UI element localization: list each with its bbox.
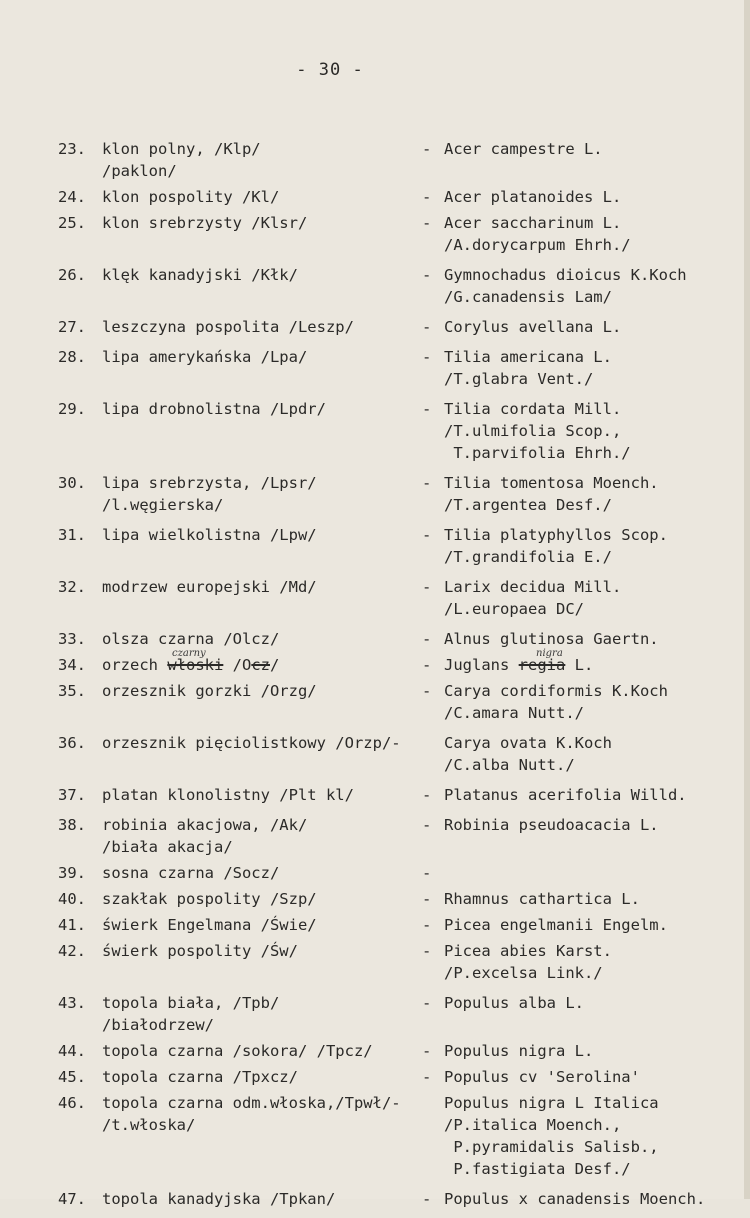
polish-name: lipa amerykańska /Lpa/ xyxy=(102,348,308,366)
latin-name: Platanus acerifolia Willd. xyxy=(444,786,687,804)
polish-name: topola czarna /sokora/ /Tpcz/ xyxy=(102,1042,373,1060)
list-item xyxy=(58,1092,738,1180)
separator-dash: - xyxy=(422,526,432,544)
list-item xyxy=(58,888,738,910)
polish-name: klon srebrzysty /Klsr/ xyxy=(102,214,308,232)
polish-name: topola kanadyjska /Tpkan/ xyxy=(102,1190,336,1208)
page-number: - 30 - xyxy=(296,60,364,80)
struck-abbrev: cz xyxy=(251,656,270,674)
polish-name: szakłak pospolity /Szp/ xyxy=(102,890,317,908)
list-item xyxy=(58,862,738,884)
list-item xyxy=(58,914,738,936)
list-item xyxy=(58,1040,738,1062)
separator-dash: - xyxy=(422,1190,432,1208)
list-item xyxy=(58,186,738,208)
latin-name: Gymnochadus dioicus K.Koch /G.canadensis Lam/ xyxy=(444,266,687,306)
latin-name: Alnus glutinosa Gaertn. xyxy=(444,630,659,648)
polish-name: klęk kanadyjski /Kłk/ xyxy=(102,266,298,284)
latin-name: Corylus avellana L. xyxy=(444,318,622,336)
separator-dash: - xyxy=(422,348,432,366)
list-item xyxy=(58,1188,738,1210)
list-item xyxy=(58,346,738,390)
latin-name: Populus x canadensis Moench. xyxy=(444,1190,706,1208)
separator-dash: - xyxy=(422,266,432,284)
polish-name: leszczyna pospolita /Leszp/ xyxy=(102,318,354,336)
list-item xyxy=(58,264,738,308)
entry-number: 44. xyxy=(58,1042,86,1060)
separator-dash: - xyxy=(422,786,432,804)
separator-dash: - xyxy=(422,656,432,674)
polish-name: sosna czarna /Socz/ xyxy=(102,864,280,882)
latin-name: Populus nigra L Italica /P.italica Moench., P.pyramidalis Salisb., P.fastigiata Desf./ xyxy=(444,1094,659,1178)
entry-number: 25. xyxy=(58,214,86,232)
separator-dash: - xyxy=(422,578,432,596)
entry-number: 24. xyxy=(58,188,86,206)
struck-word: włoski xyxy=(167,656,224,674)
latin-name: Populus cv 'Serolina' xyxy=(444,1068,640,1086)
latin-name: Populus alba L. xyxy=(444,994,584,1012)
separator-dash: - xyxy=(422,400,432,418)
entry-number: 36. xyxy=(58,734,86,752)
entry-number: 30. xyxy=(58,474,86,492)
entry-number: 34. xyxy=(58,656,86,674)
polish-name: robinia akacjowa, /Ak/ /biała akacja/ xyxy=(102,816,308,856)
separator-dash: - xyxy=(422,474,432,492)
entry-number: 43. xyxy=(58,994,86,1012)
polish-name: orzech włoski /Ocz/ czarny xyxy=(102,654,422,676)
separator-dash: - xyxy=(422,916,432,934)
list-item xyxy=(58,732,738,776)
polish-name: orzesznik gorzki /Orzg/ xyxy=(102,682,317,700)
latin-name: Picea abies Karst. /P.excelsa Link./ xyxy=(444,942,612,982)
handwritten-correction: nigra xyxy=(536,648,563,659)
latin-name: Carya cordiformis K.Koch /C.amara Nutt./ xyxy=(444,682,668,722)
separator-dash: - xyxy=(422,816,432,834)
latin-name: Acer saccharinum L. /A.dorycarpum Ehrh./ xyxy=(444,214,631,254)
struck-word: regia xyxy=(518,656,566,674)
entry-number: 29. xyxy=(58,400,86,418)
polish-name: świerk Engelmana /Świe/ xyxy=(102,916,317,934)
latin-name: Acer platanoides L. xyxy=(444,188,622,206)
list-item xyxy=(58,316,738,338)
separator-dash: - xyxy=(422,682,432,700)
page-edge xyxy=(744,0,750,1199)
entry-number: 33. xyxy=(58,630,86,648)
entry-number: 35. xyxy=(58,682,86,700)
list-item xyxy=(58,472,738,516)
separator-dash: - xyxy=(422,942,432,960)
latin-name: Acer campestre L. xyxy=(444,140,603,158)
separator-dash: - xyxy=(422,1068,432,1086)
latin-name: Populus nigra L. xyxy=(444,1042,594,1060)
entry-number: 47. xyxy=(58,1190,86,1208)
separator-dash: - xyxy=(422,994,432,1012)
separator-dash: - xyxy=(422,318,432,336)
polish-name: topola czarna /Tpxcz/ xyxy=(102,1068,298,1086)
polish-name: topola biała, /Tpb/ /białodrzew/ xyxy=(102,994,280,1034)
separator-dash: - xyxy=(422,890,432,908)
latin-name: Juglans regia L. nigra xyxy=(444,654,738,676)
entry-number: 27. xyxy=(58,318,86,336)
separator-dash: - xyxy=(422,188,432,206)
latin-name: Robinia pseudoacacia L. xyxy=(444,816,659,834)
latin-name: Carya ovata K.Koch /C.alba Nutt./ xyxy=(444,734,612,774)
list-item xyxy=(58,784,738,806)
polish-name: olsza czarna /Olcz/ xyxy=(102,630,280,648)
polish-name: lipa drobnolistna /Lpdr/ xyxy=(102,400,326,418)
latin-name: Rhamnus cathartica L. xyxy=(444,890,640,908)
separator-dash: - xyxy=(422,214,432,232)
polish-name: świerk pospolity /Św/ xyxy=(102,942,298,960)
list-item xyxy=(58,138,738,182)
list-item xyxy=(58,680,738,724)
latin-name: Picea engelmanii Engelm. xyxy=(444,916,668,934)
latin-name: Tilia tomentosa Moench. /T.argentea Desf./ xyxy=(444,474,659,514)
entry-number: 38. xyxy=(58,816,86,834)
list-item xyxy=(58,524,738,568)
list-item xyxy=(58,940,738,984)
entry-number: 31. xyxy=(58,526,86,544)
list-item xyxy=(58,992,738,1036)
latin-name: Tilia cordata Mill. /T.ulmifolia Scop., T.parvifolia Ehrh./ xyxy=(444,400,631,462)
separator-dash: - xyxy=(422,1042,432,1060)
separator-dash: - xyxy=(422,630,432,648)
entry-number: 42. xyxy=(58,942,86,960)
list-item xyxy=(58,648,738,676)
polish-name: orzesznik pięciolistkowy /Orzp/- xyxy=(102,734,401,752)
entry-number: 39. xyxy=(58,864,86,882)
list-item xyxy=(58,576,738,620)
entry-number: 32. xyxy=(58,578,86,596)
latin-name: Tilia platyphyllos Scop. /T.grandifolia E./ xyxy=(444,526,668,566)
entry-number: 46. xyxy=(58,1094,86,1112)
polish-name: klon polny, /Klp/ /paklon/ xyxy=(102,140,261,180)
list-item xyxy=(58,628,738,650)
entry-number: 28. xyxy=(58,348,86,366)
entry-number: 37. xyxy=(58,786,86,804)
list-item xyxy=(58,814,738,858)
polish-name: platan klonolistny /Plt kl/ xyxy=(102,786,354,804)
entry-number: 23. xyxy=(58,140,86,158)
latin-name: Larix decidua Mill. /L.europaea DC/ xyxy=(444,578,622,618)
entry-number: 26. xyxy=(58,266,86,284)
list-item xyxy=(58,212,738,256)
polish-name: lipa srebrzysta, /Lpsr/ /l.węgierska/ xyxy=(102,474,317,514)
entry-number: 40. xyxy=(58,890,86,908)
separator-dash: - xyxy=(422,864,432,882)
latin-name: Tilia americana L. /T.glabra Vent./ xyxy=(444,348,612,388)
list-item xyxy=(58,1066,738,1088)
entry-number: 45. xyxy=(58,1068,86,1086)
polish-name: lipa wielkolistna /Lpw/ xyxy=(102,526,317,544)
separator-dash: - xyxy=(422,140,432,158)
handwritten-correction: czarny xyxy=(172,648,206,659)
polish-name: klon pospolity /Kl/ xyxy=(102,188,280,206)
polish-name: topola czarna odm.włoska,/Tpwł/- /t.włoska/ xyxy=(102,1094,401,1134)
species-list xyxy=(58,138,738,1218)
polish-name: modrzew europejski /Md/ xyxy=(102,578,317,596)
list-item xyxy=(58,398,738,464)
entry-number: 41. xyxy=(58,916,86,934)
